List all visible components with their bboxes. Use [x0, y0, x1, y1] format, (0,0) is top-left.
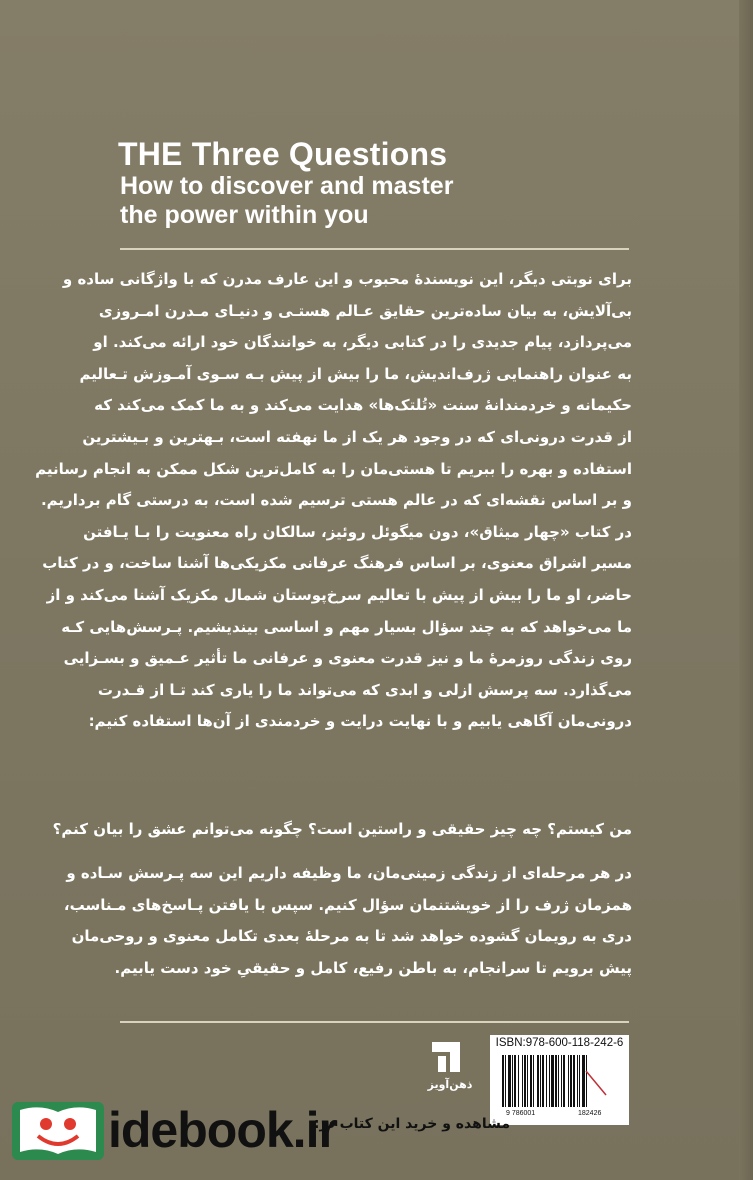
text-line: درونی‌مان آگاهی یابیم و با نهایت درایت و خردمندی از آن‌ها استفاده کنیم:: [88, 712, 632, 731]
text-line: همزمان ژرف را از خویشتنمان سؤال کنیم. سپس با یافتن پـاسخ‌های مـناسب،: [63, 895, 632, 914]
text-line: حاضر، او ما را بیش از پیش با تعالیم سرخ‌پوستان شمال مکزیک آشنا می‌کند و از: [46, 585, 632, 604]
text-line: حکیمانه و خردمندانۀ سنت «تُلتک‌ها» هدایت می‌کند و به ما کمک می‌کند که: [94, 396, 632, 415]
text-line: از قدرت درونی‌ای که در وجود هر یک از ما نهفته است، بـهترین و بـیشترین: [82, 427, 632, 446]
text-line: ما می‌خواهد که به چند سؤال بسیار مهم و اساسی بیندیشیم. پـرسش‌هایی کـه: [61, 617, 632, 636]
book-title: THE Three Questions: [118, 136, 448, 172]
text-line: دری به رویمان گشوده خواهد شد تا به مرحلۀ بعدی تکامل معنوی و روحی‌مان: [71, 927, 632, 946]
description-paragraph-1: [35, 264, 632, 738]
cover-edge: [739, 0, 753, 1180]
book-smile-icon: [10, 1098, 106, 1164]
description-paragraph-2: [63, 858, 632, 984]
text-line: مسیر اشراق معنوی، بر اساس فرهنگ عرفانی مکزیکی‌ها آشنا ساخت، و در کتاب: [42, 554, 632, 573]
barcode-icon: [494, 1053, 625, 1109]
text-line: می‌پردازد، پیام جدیدی را در کتابی دیگر، به خوانندگان خود ارائه می‌کند. او: [93, 333, 632, 352]
text-line: در هر مرحله‌ای از زندگی زمینی‌مان، ما وظیفه داریم این سه پـرسش سـاده و: [66, 864, 632, 882]
questions-text: من کیستم؟ چه چیز حقیقی و راستین است؟ چگونه می‌توانم عشق را بیان کنم؟: [52, 820, 632, 838]
isbn-number: ISBN:978-600-118-242-6: [495, 1037, 624, 1049]
publisher-logo: [420, 1036, 480, 1096]
subtitle-line-2: the power within you: [120, 201, 369, 229]
text-line: استفاده و بهره را ببریم تا هستی‌مان را به کامل‌ترین شکل ممکن به انجام رسانیم: [35, 459, 632, 478]
text-line: بی‌آلایش، به بیان ساده‌ترین حقایق عـالم هستـی و دنیـای مـدرن امـروزی: [98, 301, 632, 320]
three-questions-line: [52, 814, 632, 846]
text-line: روی زندگی روزمرۀ ما و نیز قدرت معنوی و عرفانی ما تأثیر عـمیق و بسـزایی: [63, 649, 632, 668]
subtitle-line-1: How to discover and master: [120, 172, 454, 200]
watermark-cta: مشاهده و خرید این کتاب در:: [313, 1116, 510, 1132]
top-divider: [120, 248, 629, 250]
text-line: پیش برویم تا سرانجام، به باطن رفیع، کامل و حقیقیِ خود دست یابیم.: [114, 958, 632, 977]
text-line: در کتاب «چهار میثاق»، دون میگوئل روئیز، سالکان راه معنویت را بـا یـافتن: [83, 522, 632, 541]
publisher-mark-icon: [420, 1036, 480, 1080]
barcode-digits-right: 182426: [578, 1110, 602, 1117]
text-line: می‌گذارد. سه پرسش ازلی و ابدی که می‌تواند ما را یاری کند تـا از قـدرت: [97, 680, 632, 699]
watermark-brand[interactable]: idebook.ir: [108, 1102, 337, 1158]
book-subtitle: [120, 172, 640, 230]
idebook-logo[interactable]: [10, 1098, 106, 1164]
text-line: برای نوبتی دیگر، این نویسندۀ محبوب و این عارف مدرن که با واژگانی ساده و: [62, 270, 632, 288]
bottom-divider: [120, 1021, 629, 1023]
text-line: به عنوان راهنمایی ژرف‌اندیش، ما را بیش از پیش بـه سـوی آمـوزش تـعالیم: [79, 364, 632, 383]
text-line: و بر اساس نقشه‌ای که در عالم هستی ترسیم شده است، به درستی گام برداریم.: [40, 491, 632, 510]
publisher-name: ذهن‌آویز: [427, 1078, 473, 1091]
barcode-digits-left: 9 786001: [506, 1110, 536, 1117]
